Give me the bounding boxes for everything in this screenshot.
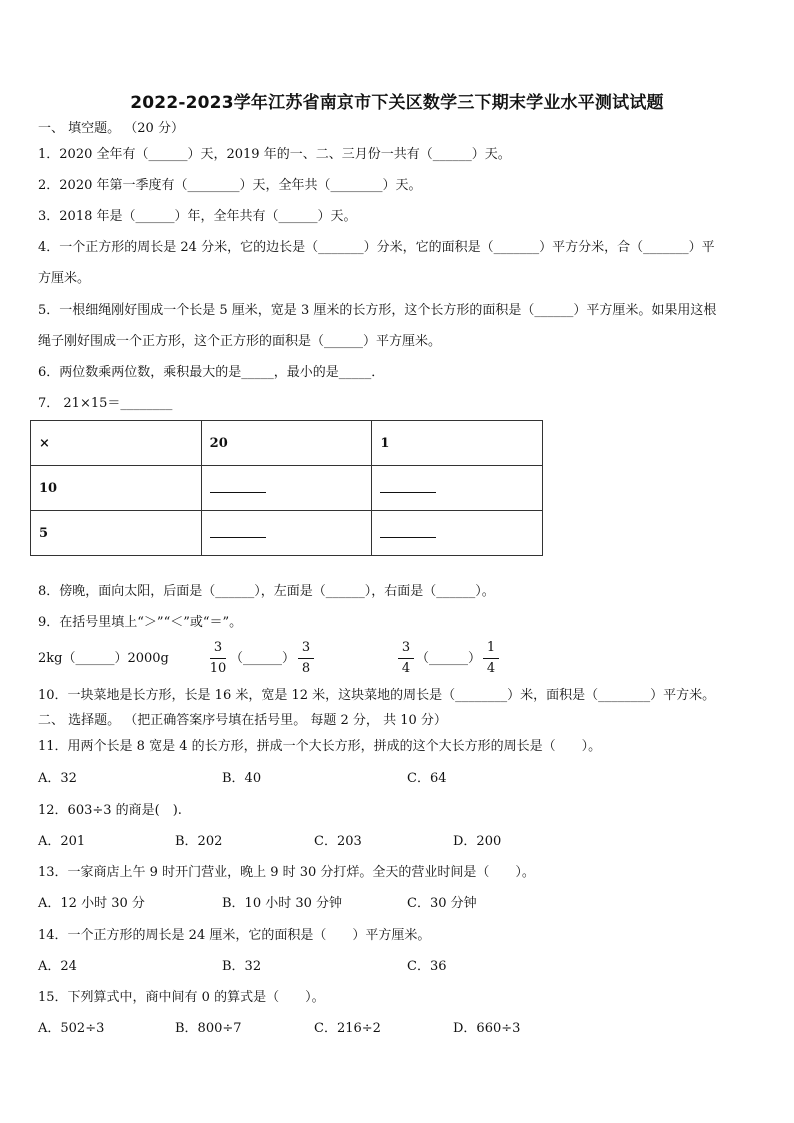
question-3: 3．2018 年是（______）年，全年共有（______）天。 xyxy=(38,209,357,224)
question-15: 15．下列算式中，商中间有 0 的算式是（ ）。 xyxy=(38,990,325,1005)
table-row xyxy=(31,421,543,466)
fraction-1-4: 1 4 xyxy=(481,640,501,677)
question-11: 11．用两个长是 8 宽是 4 的长方形，拼成一个大长方形，拼成的这个大长方形的周长是（ ）。 xyxy=(38,739,602,754)
option-a[interactable]: A．12 小时 30 分 xyxy=(38,896,145,911)
option-d[interactable]: D．200 xyxy=(453,834,502,849)
answer-blank-cell[interactable] xyxy=(372,466,543,511)
question-9: 9．在括号里填上“＞”“＜”或“＝”。 xyxy=(38,615,243,630)
answer-blank[interactable] xyxy=(210,525,266,538)
question-8: 8．傍晚，面向太阳，后面是（______），左面是（______），右面是（______）。 xyxy=(38,584,495,599)
answer-blank-cell[interactable] xyxy=(201,511,372,556)
option-b[interactable]: B．32 xyxy=(222,959,262,974)
option-a[interactable]: A．502÷3 xyxy=(38,1021,105,1036)
question-6: 6．两位数乘两位数，乘积最大的是_____，最小的是_____． xyxy=(38,365,385,380)
option-b[interactable]: B．40 xyxy=(222,771,262,786)
question-13: 13．一家商店上午 9 时开门营业，晚上 9 时 30 分打烊。全天的营业时间是（ ）。 xyxy=(38,865,535,880)
question-1: 1．2020 全年有（______）天，2019 年的一、二、三月份一共有（______）天。 xyxy=(38,147,511,162)
question-4-line2: 方厘米。 xyxy=(38,271,91,286)
section-heading-choice: 二、 选择题。 （把正确答案序号填在括号里。 每题 2 分， 共 10 分） xyxy=(38,713,447,728)
multiplication-table xyxy=(30,420,543,556)
answer-blank[interactable] xyxy=(380,480,436,493)
table-cell: 5 xyxy=(31,511,202,556)
question-2: 2．2020 年第一季度有（________）天，全年共（________）天。 xyxy=(38,178,422,193)
option-a[interactable]: A．32 xyxy=(38,771,77,786)
answer-blank-cell[interactable] xyxy=(372,511,543,556)
question-10: 10．一块菜地是长方形，长是 16 米，宽是 12 米，这块菜地的周长是（________）米，面积是（________）平方米。 xyxy=(38,688,716,703)
fraction-3-10: 3 10 xyxy=(209,640,227,676)
question-5-line2: 绳子刚好围成一个正方形，这个正方形的面积是（______）平方厘米。 xyxy=(38,334,442,349)
table-row xyxy=(31,466,543,511)
question-5-line1: 5．一根细绳刚好围成一个长是 5 厘米，宽是 3 厘米的长方形，这个长方形的面积是（______）平方厘米。如果用这根 xyxy=(38,303,717,318)
table-cell: 10 xyxy=(31,466,202,511)
question-12: 12．603÷3 的商是( ). xyxy=(38,803,182,818)
option-b[interactable]: B．202 xyxy=(175,834,223,849)
question-9-compare-a: 2kg（______）2000g xyxy=(38,651,169,666)
section-heading-fill-blank: 一、 填空题。 （20 分） xyxy=(38,121,184,136)
table-cell: × xyxy=(31,421,202,466)
question-4-line1: 4．一个正方形的周长是 24 分米，它的边长是（_______）分米，它的面积是（_______）平方分米，合（_______）平 xyxy=(38,240,715,255)
option-a[interactable]: A．201 xyxy=(38,834,86,849)
question-7: 7． 21×15＝________ xyxy=(38,396,173,411)
option-c[interactable]: C．36 xyxy=(407,959,447,974)
fraction-3-8: 3 8 xyxy=(296,640,316,677)
option-c[interactable]: C．64 xyxy=(407,771,447,786)
page-title: 2022-2023学年江苏省南京市下关区数学三下期末学业水平测试试题 xyxy=(130,93,664,113)
table-cell: 20 xyxy=(201,421,372,466)
option-b[interactable]: B．800÷7 xyxy=(175,1021,242,1036)
answer-blank[interactable] xyxy=(380,525,436,538)
question-9-compare-c-blank: （______） xyxy=(416,651,482,666)
option-b[interactable]: B．10 小时 30 分钟 xyxy=(222,896,343,911)
table-row xyxy=(31,511,543,556)
option-c[interactable]: C．30 分钟 xyxy=(407,896,477,911)
option-d[interactable]: D．660÷3 xyxy=(453,1021,521,1036)
option-a[interactable]: A．24 xyxy=(38,959,77,974)
question-9-compare-b-blank: （______） xyxy=(230,651,296,666)
question-14: 14．一个正方形的周长是 24 厘米，它的面积是（ ）平方厘米。 xyxy=(38,928,431,943)
option-c[interactable]: C．203 xyxy=(314,834,362,849)
option-c[interactable]: C．216÷2 xyxy=(314,1021,381,1036)
answer-blank[interactable] xyxy=(210,480,266,493)
fraction-3-4: 3 4 xyxy=(396,640,416,677)
answer-blank-cell[interactable] xyxy=(201,466,372,511)
table-cell: 1 xyxy=(372,421,543,466)
